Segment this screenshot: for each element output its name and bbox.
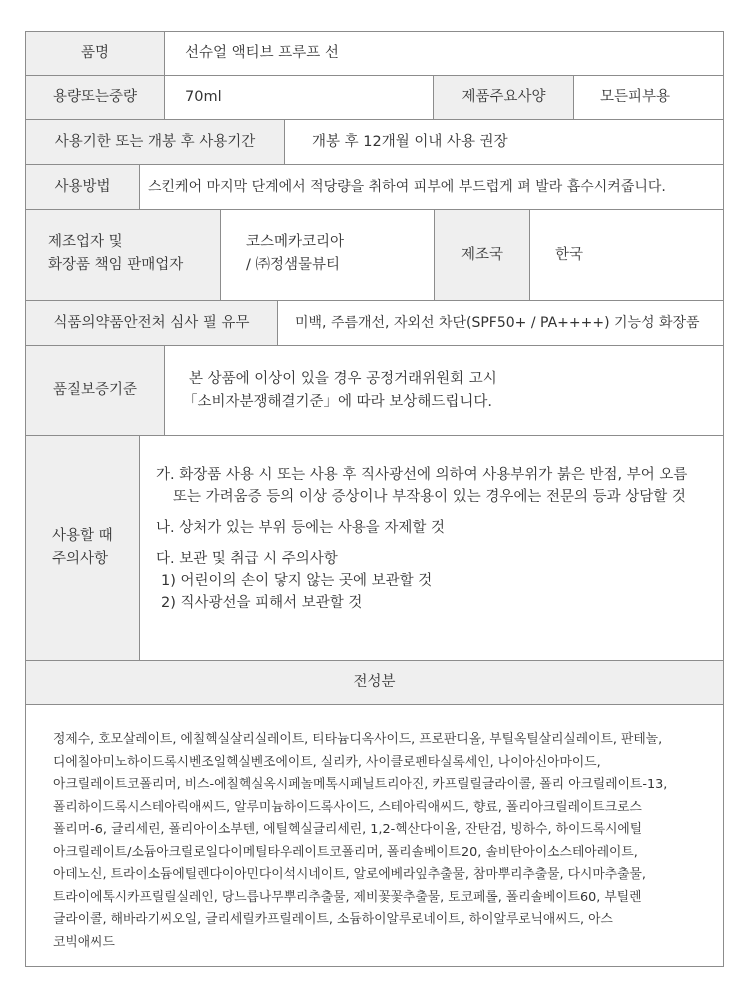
usage-value: 스킨케어 마지막 단계에서 적당량을 취하여 피부에 부드럽게 펴 발라 흡수시켜줍니다. (148, 178, 666, 195)
ingredients-line: 디에칠아미노하이드록시벤조일헥실벤조에이트, 실리카, 사이클로펜타실록세인, 나이아신아마이드, (53, 754, 601, 770)
manufacturer-value (221, 210, 434, 300)
mfds-label: 식품의약품안전처 심사 필 유무 (26, 301, 278, 345)
quality-line1: 본 상품에 이상이 있을 경우 공정거래위원회 고시 (189, 371, 497, 387)
caution-item-c-title: 다. 보관 및 취급 시 주의사항 (156, 551, 338, 567)
caution-item-b: 나. 상처가 있는 부위 등에는 사용을 자제할 것 (156, 520, 445, 536)
spec-value: 모든피부용 (600, 89, 671, 105)
ingredients-line: 글라이콜, 해바라기씨오일, 글리세릴카프릴레이트, 소듐하이알루로네이트, 하이알루로닉애씨드, 아스 (53, 912, 613, 927)
caution-item-a (156, 464, 723, 508)
product-name-value: 선슈얼 액티브 프루프 선 (185, 45, 339, 61)
mfds-value: 미백, 주름개선, 자외선 차단(SPF50+ / PA++++) 기능성 화장품 (295, 314, 700, 331)
manufacturer-label-line1: 제조업자 및 (48, 234, 123, 250)
product-name-label: 품명 (26, 32, 165, 75)
caution-list (140, 436, 723, 660)
caution-item-a-line2: 또는 가려움증 등의 이상 증상이나 부작용이 있는 경우에는 전문의 등과 상담할 것 (173, 489, 686, 505)
caution-label-line2: 주의사항 (52, 551, 109, 567)
ingredients-line: 아크릴레이트코폴리머, 비스-에칠헥실옥시페놀메톡시페닐트리아진, 카프릴릴글라이콜, 폴리 아크릴레이트-13, (53, 777, 668, 792)
caution-label-line1: 사용할 때 (52, 528, 113, 544)
country-value: 한국 (555, 246, 584, 263)
capacity-value: 70ml (185, 89, 222, 105)
row-usage (26, 165, 723, 210)
row-ingredients-header (26, 661, 723, 705)
manufacturer-label (26, 210, 221, 300)
quality-value (165, 346, 723, 435)
row-manufacturer (26, 210, 723, 301)
ingredients-line: 아크릴레이트/소듐아크릴로일다이메틸타우레이트코폴리머, 폴리솔베이트20, 솔비탄아이소스테아레이트, (53, 844, 638, 860)
caution-label (26, 436, 140, 660)
caution-item-c (156, 548, 723, 614)
country-label: 제조국 (434, 210, 530, 300)
ingredients-line: 코빅애씨드 (53, 934, 115, 950)
row-expiry (26, 120, 723, 165)
capacity-label: 용량또는중량 (26, 76, 165, 119)
caution-item-a-line1: 가. 화장품 사용 시 또는 사용 후 직사광선에 의하여 사용부위가 붉은 반점, 부어 오름 (156, 467, 688, 483)
row-capacity (26, 76, 723, 120)
row-caution (26, 436, 723, 661)
usage-label: 사용방법 (26, 165, 140, 209)
row-quality (26, 346, 723, 436)
caution-item-c2: 2) 직사광선을 피해서 보관할 것 (161, 595, 363, 611)
product-info-table (25, 31, 724, 967)
quality-line2: 「소비자분쟁해결기준」에 따라 보상해드립니다. (183, 394, 492, 410)
spec-label: 제품주요사양 (433, 76, 574, 119)
caution-item-c1: 1) 어린이의 손이 닿지 않는 곳에 보관할 것 (161, 573, 433, 589)
ingredients-line: 폴리하이드록시스테아릭애씨드, 알루미늄하이드록사이드, 스테아릭애씨드, 향료, 폴리아크릴레이트크로스 (53, 799, 642, 815)
manufacturer-value-line1: 코스메카코리아 (246, 234, 345, 250)
row-mfds (26, 301, 723, 346)
expiry-value: 개봉 후 12개월 이내 사용 권장 (312, 133, 508, 150)
row-product-name (26, 32, 723, 76)
ingredients-line: 아데노신, 트라이소듐에틸렌다이아민다이석시네이트, 알로에베라잎추출물, 참마뿌리추출물, 다시마추출물, (53, 867, 646, 882)
manufacturer-value-line2: / ㈜정샘물뷰티 (246, 257, 341, 273)
ingredients-line: 트라이에톡시카프릴릴실레인, 당느릅나무뿌리추출물, 제비꽃꽃추출물, 토코페롤, 폴리솔베이트60, 부틸렌 (53, 889, 642, 905)
ingredients-header: 전성분 (26, 661, 723, 704)
quality-label: 품질보증기준 (26, 346, 165, 435)
manufacturer-label-line2: 화장품 책임 판매업자 (48, 257, 184, 273)
row-ingredients-body (26, 705, 723, 966)
expiry-label: 사용기한 또는 개봉 후 사용기간 (26, 120, 285, 164)
ingredients-text (26, 705, 723, 966)
ingredients-line: 폴리머-6, 글리세린, 폴리아이소부텐, 에틸헥실글리세린, 1,2-헥산다이올, 잔탄검, 빙하수, 하이드록시에틸 (53, 822, 643, 837)
ingredients-line: 정제수, 호모살레이트, 에칠헥실살리실레이트, 티타늄디옥사이드, 프로판디올, 부틸옥틸살리실레이트, 판테놀, (53, 732, 663, 747)
